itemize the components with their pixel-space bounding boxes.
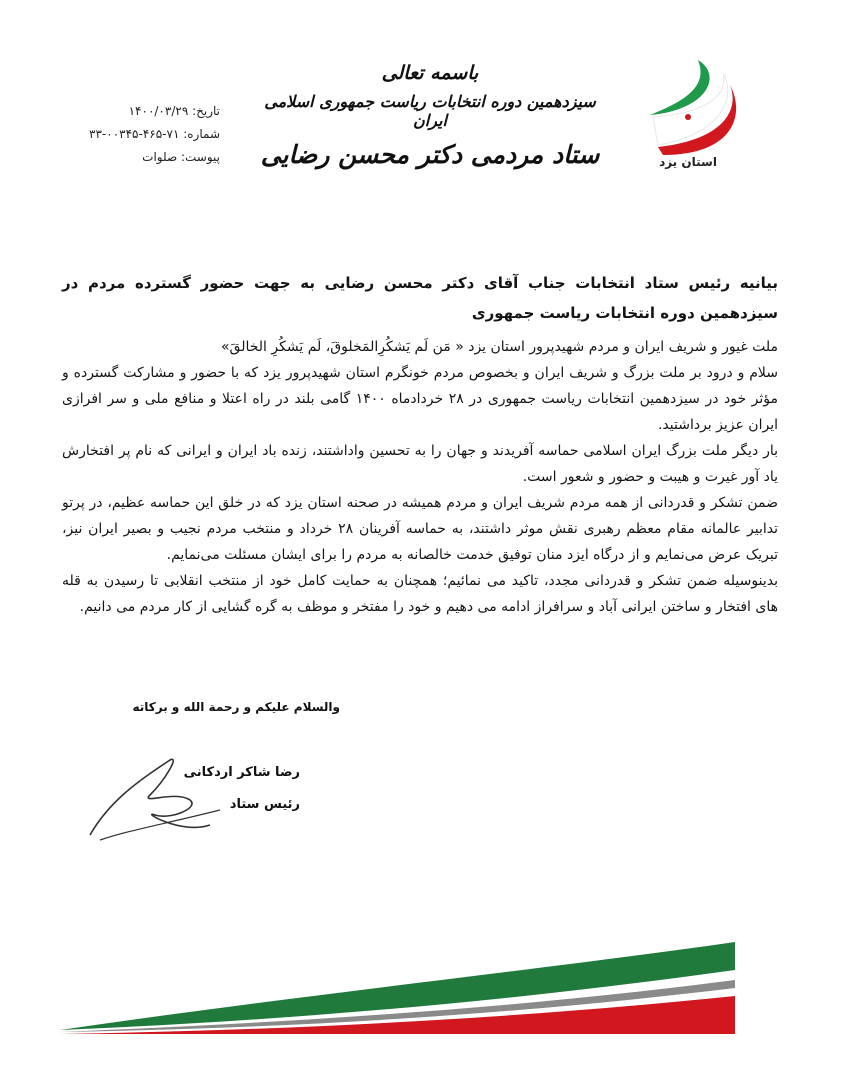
paragraph-2: سلام و درود بر ملت بزرگ و شریف ایران و بخصوص مردم خونگرم استان شهیدپرور یزد که با حضور و مشارکت گسترده و مؤثر خود در سیزدهمین انتخابات ریاست جمهوری در ۲۸ خردادماه ۱۴۰۰ گامی بلند در راه اعتلا و منافع ملی و سر افرازی ایران عزیز برداشتید. <box>62 365 778 433</box>
paragraph-3: بار دیگر ملت بزرگ ایران اسلامی حماسه آفریدند و جهان را به تحسین واداشتند، زنده باد ایران و ایرانی که نام پر افتخارش یاد آور غیرت و هیبت و حضور و شعور است. <box>62 443 778 485</box>
campaign-hq-name: ستاد مردمی دکتر محسن رضایی <box>260 140 600 169</box>
flag-swoosh-icon <box>628 55 748 155</box>
signer-name: رضا شاکر اردکانی <box>183 765 300 780</box>
footer-band <box>0 930 860 1040</box>
letter-title: بیانیه رئیس ستاد انتخابات جناب آقای دکتر محسن رضایی به جهت حضور گسترده مردم در سیزدهمین دوره انتخابات ریاست جمهوری <box>62 274 778 322</box>
letter-date: تاریخ: ۱۴۰۰/۰۳/۲۹ <box>128 104 220 118</box>
letter-body <box>62 268 778 620</box>
paragraph-1: ملت غیور و شریف ایران و مردم شهیدپرور استان یزد « مَن لَم یَشکُرِالمَخلوقَ، لَم یَشکُرِ الخالقَ» <box>220 339 778 355</box>
letter-number: شماره: ۷۱-۴۶۵-۰۰۳۴۵-۳۳ <box>89 127 220 141</box>
campaign-logo <box>628 55 748 185</box>
letterhead <box>250 62 610 169</box>
paragraph-5: بدینوسیله ضمن تشکر و قدردانی مجدد، تاکید می نمائیم؛ همچنان به حمایت کامل خود از منتخب انقلابی تا رسیدن به قله های افتخار و ساختن ایرانی آباد و سرافراز ادامه می دهیم و خود را مفتخر و موظف به گره گشایی از کار مردم می دانیم. <box>62 573 778 615</box>
paragraph-4: ضمن تشکر و قدردانی از همه مردم شریف ایران و مردم همیشه در صحنه استان یزد که در خلق این حماسه عظیم، در پرتو تدابیر عالمانه مقام معظم رهبری نقش موثر داشتند، به حماسه آفرینان ۲۸ خرداد و منتخب مردم نجیب و بصیر ایران نیز، تبریک عرض می‌نمایم و از درگاه ایزد منان توفیق خدمت خالصانه به مردم را برای ایشان مسئلت می‌نمایم. <box>62 495 778 563</box>
handwritten-signature <box>70 740 230 850</box>
letter-meta <box>50 100 220 169</box>
letter-attachment: پیوست: صلوات <box>142 150 220 164</box>
logo-label: استان یزد <box>659 155 717 169</box>
signer-title: رئیس ستاد <box>229 797 300 812</box>
election-title: سیزدهمین دوره انتخابات ریاست جمهوری اسلامی ایران <box>264 92 596 130</box>
closing-line: والسلام علیکم و رحمة الله و برکاته <box>132 700 340 714</box>
basmala: باسمه تعالی <box>381 62 479 84</box>
